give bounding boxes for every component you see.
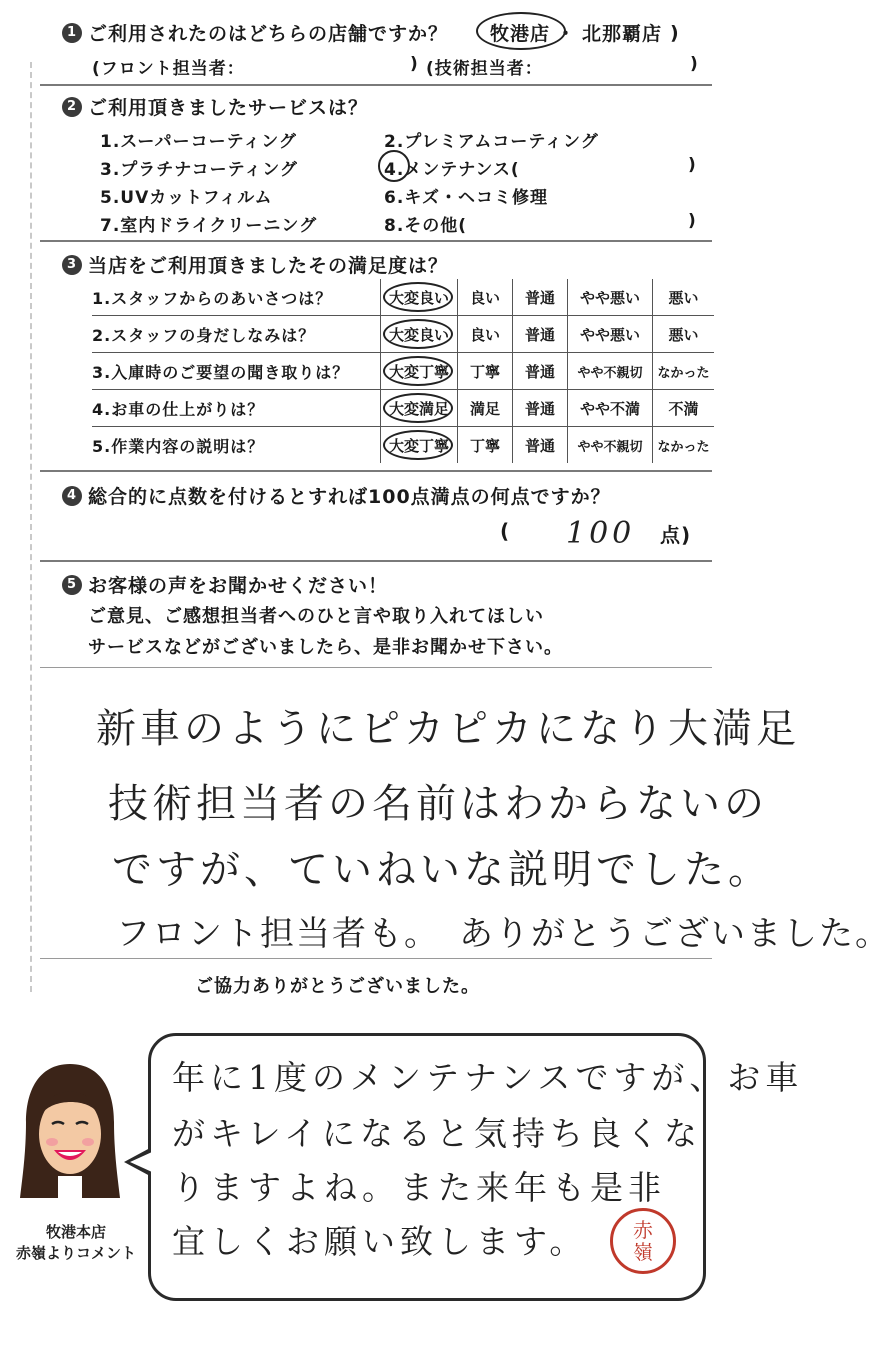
service-option: 4.メンテナンス( — [384, 160, 520, 180]
rating-option: なかった — [653, 427, 715, 464]
service-option: 6.キズ・ヘコミ修理 — [384, 188, 548, 208]
question-4 — [62, 482, 611, 509]
table-row — [92, 316, 714, 353]
rating-option: 普通 — [513, 427, 568, 464]
customer-comment-line: 技術担当者の名前はわからないの — [108, 781, 768, 827]
table-row — [92, 353, 714, 390]
question-number-badge: 5 — [62, 575, 82, 595]
staff-store: 牧港本店 — [45, 1223, 106, 1241]
question-number-badge: 1 — [62, 23, 82, 43]
question-number-badge: 3 — [62, 255, 82, 275]
left-dashed-margin — [30, 62, 32, 992]
rating-option-label: 大変良い — [388, 288, 449, 307]
service-option: 8.その他( — [384, 216, 468, 236]
table-row — [92, 390, 714, 427]
divider — [40, 667, 712, 668]
store-option-makiminato: 牧港店 — [490, 23, 551, 45]
rating-option-selected — [381, 316, 458, 353]
rating-option-selected — [381, 427, 458, 464]
rating-option-label: 大変丁寧 — [388, 436, 449, 455]
tech-staff-label: (技術担当者： — [426, 59, 543, 79]
service-option: 1.スーパーコーティング — [100, 132, 297, 152]
service-paren-close: ) — [688, 155, 697, 175]
rating-option: やや不親切 — [568, 427, 653, 464]
staff-reply-line: 年に1度のメンテナンスですが、お車 — [172, 1058, 804, 1097]
service-option: 7.室内ドライクリーニング — [100, 216, 318, 236]
question-3-text: 当店をご利用頂きましたその満足度は？ — [88, 255, 449, 277]
question-5 — [62, 571, 388, 598]
question-1-text: ご利用されたのはどちらの店舗ですか？ — [88, 23, 449, 45]
rating-option: 普通 — [513, 353, 568, 390]
rating-option: 普通 — [513, 316, 568, 353]
rating-question: 2.スタッフの身だしなみは？ — [92, 325, 316, 345]
question-4-text: 総合的に点数を付けるとすれば100点満点の何点ですか？ — [88, 486, 611, 508]
store-paren-close: ) — [670, 21, 680, 44]
staff-reply-line: 宜しくお願い致します。 — [172, 1222, 588, 1261]
selection-circle — [383, 356, 453, 386]
rating-option-selected — [381, 279, 458, 316]
stamp-char: 嶺 — [633, 1240, 653, 1264]
selection-circle — [383, 282, 453, 312]
rating-option: やや不親切 — [568, 353, 653, 390]
rating-option: 丁寧 — [458, 353, 513, 390]
avatar-cheek — [46, 1138, 58, 1146]
rating-option: 不満 — [653, 390, 715, 427]
rating-question: 3.入庫時のご要望の聞き取りは？ — [92, 362, 350, 382]
selection-circle — [383, 319, 453, 349]
question-5-instructions: ご意見、ご感想担当者へのひと言や取り入れてほしい — [88, 606, 544, 627]
question-1 — [62, 19, 448, 46]
rating-question: 5.作業内容の説明は？ — [92, 436, 265, 456]
staff-reply-line: がキレイになると気持ち良くな — [172, 1114, 703, 1153]
question-number-badge: 2 — [62, 97, 82, 117]
customer-comment-line: フロント担当者も。 ありがとうございました。 — [116, 914, 891, 954]
rating-option: 悪い — [653, 279, 715, 316]
divider — [40, 240, 712, 242]
staff-reply-line: りますよね。また来年も是非 — [172, 1168, 666, 1207]
rating-option-label: 大変良い — [388, 325, 449, 344]
rating-option: 普通 — [513, 390, 568, 427]
rating-option: やや悪い — [568, 279, 653, 316]
service-option: 5.UVカットフィルム — [100, 188, 273, 208]
table-row — [92, 427, 714, 464]
rating-option: 悪い — [653, 316, 715, 353]
customer-comment-line: 新車のようにピカピカになり大満足 — [96, 706, 800, 752]
selection-circle — [383, 430, 453, 460]
question-number-badge: 4 — [62, 486, 82, 506]
store-separator: ・ — [556, 23, 577, 45]
divider — [40, 560, 712, 562]
rating-question: 1.スタッフからのあいさつは？ — [92, 288, 333, 308]
front-staff-close: ) — [410, 54, 419, 74]
front-staff-label: (フロント担当者： — [92, 59, 245, 79]
staff-avatar — [18, 1058, 122, 1208]
store-choices — [490, 19, 680, 46]
name-seal-stamp — [610, 1208, 676, 1274]
rating-option: なかった — [653, 353, 715, 390]
divider — [40, 958, 712, 959]
service-option: 2.プレミアムコーティング — [384, 132, 599, 152]
rating-option-label: 大変満足 — [388, 399, 449, 418]
table-row — [92, 279, 714, 316]
staff-comment-by: 赤嶺よりコメント — [16, 1244, 137, 1262]
question-5-instructions: サービスなどがございましたら、是非お聞かせ下さい。 — [88, 637, 563, 658]
stamp-char: 赤 — [633, 1218, 653, 1242]
question-3 — [62, 251, 448, 278]
avatar-cheek — [82, 1138, 94, 1146]
rating-option-selected — [381, 353, 458, 390]
question-2 — [62, 93, 368, 120]
rating-option: 良い — [458, 279, 513, 316]
thanks-note: ご協力ありがとうございました。 — [195, 976, 480, 997]
rating-option: 満足 — [458, 390, 513, 427]
customer-comment-line: ですが、ていねいな説明でした。 — [112, 847, 772, 893]
selection-circle — [383, 393, 453, 423]
score-paren-open: ( — [500, 519, 511, 543]
score-unit: 点) — [660, 523, 692, 547]
rating-option: 丁寧 — [458, 427, 513, 464]
satisfaction-table — [92, 279, 714, 463]
tech-staff-close: ) — [690, 54, 699, 74]
rating-option: やや悪い — [568, 316, 653, 353]
service-option: 3.プラチナコーティング — [100, 160, 298, 180]
question-2-text: ご利用頂きましたサービスは？ — [88, 97, 369, 119]
rating-option: 普通 — [513, 279, 568, 316]
service-paren-close: ) — [688, 211, 697, 231]
divider — [40, 84, 712, 86]
score-value: 100 — [566, 516, 636, 551]
divider — [40, 470, 712, 472]
rating-option-selected — [381, 390, 458, 427]
staff-caption — [16, 1222, 136, 1264]
rating-option: 良い — [458, 316, 513, 353]
question-5-text: お客様の声をお聞かせください！ — [88, 575, 389, 597]
rating-question: 4.お車の仕上がりは？ — [92, 399, 265, 419]
rating-option: やや不満 — [568, 390, 653, 427]
store-option-kitanaha: 北那覇店 — [582, 23, 663, 45]
bubble-tail-fill — [130, 1152, 152, 1172]
rating-option-label: 大変丁寧 — [388, 362, 449, 381]
